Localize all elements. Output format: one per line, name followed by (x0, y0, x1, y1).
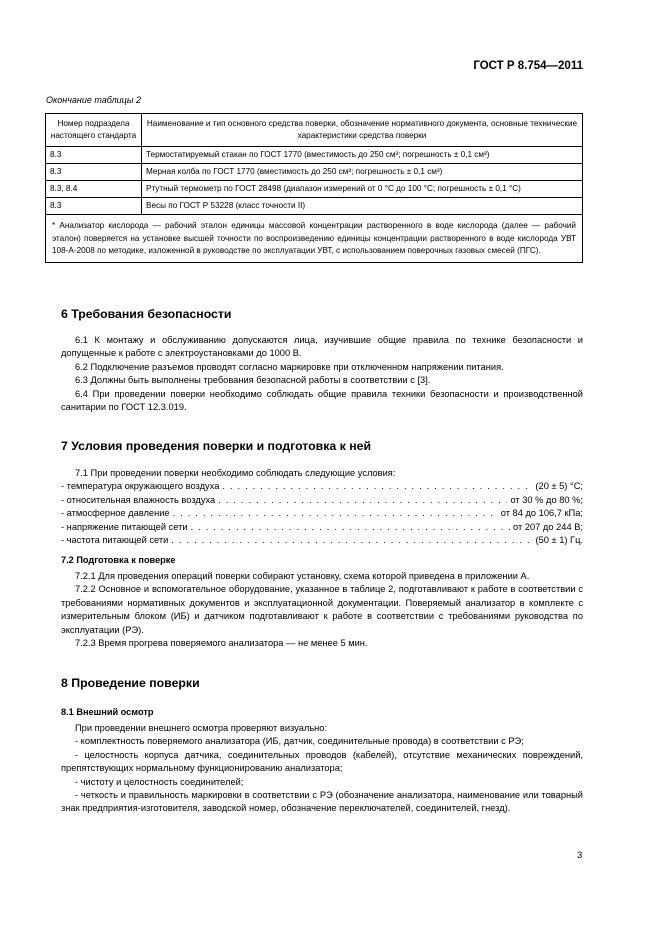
equipment-cell: Мерная колба по ГОСТ 1770 (вместимость до 250 см³; погрешность ± 0,1 см³) (142, 164, 583, 181)
paragraph-6-1: 6.1 К монтажу и обслуживанию допускаются лица, изучившие общие правила по технике безопасности и допущенные к работе с электроустановками до 1000 В. (61, 335, 583, 359)
section-cell: 8.3 (46, 164, 142, 181)
paragraph-6-4: 6.4 При проведении поверки необходимо соблюдать общие правила техники безопасности и производственной санитарии по ГОСТ 12.3.019. (61, 388, 583, 413)
condition-row (61, 534, 583, 547)
equipment-cell: Ртутный термометр по ГОСТ 28498 (диапазон измерений от 0 °С до 100 °С; погрешность ± 0,1 °С) (142, 181, 583, 198)
table-caption: Окончание таблицы 2 (46, 95, 141, 105)
section-cell: 8.3 (46, 147, 142, 164)
table-header-row (46, 114, 583, 147)
condition-label: - относительная влажность воздуха (61, 494, 216, 505)
list-item: - чистоту и целостность соединителей; (75, 776, 244, 787)
section-6-body (61, 334, 583, 414)
leader-dots (173, 507, 498, 520)
condition-row (61, 480, 583, 493)
table-footnote: * Анализатор кислорода — рабочий эталон единицы массовой концентрации растворенного в воде кислорода (далее — рабочий эталон) поверяется на установке высшей точности по воспроизведению единицы концентрации растворенного в воде кислорода УВТ 108-А-2008 по методике, изложенной в руководстве по эксплуатации УВТ, с использованием поверочных газовых смесей (ПГС). (46, 215, 583, 263)
condition-value: от 30 % до 80 %; (510, 494, 583, 505)
condition-label: - напряжение питающей сети (61, 521, 188, 532)
leader-dots (191, 521, 510, 534)
section-7-body (61, 467, 583, 547)
equipment-cell: Весы по ГОСТ Р 53228 (класс точности II) (142, 198, 583, 215)
table-row (46, 181, 583, 198)
condition-label: - температура окружающего воздуха (61, 481, 220, 492)
section-8-title: 8 Проведение поверки (61, 676, 200, 690)
table-row (46, 147, 583, 164)
paragraph-6-2: 6.2 Подключение разъемов проводят согласно маркировке при отключенном напряжении питания. (75, 361, 504, 372)
list-item: - целостность корпуса датчика, соединительных проводов (кабелей), отсутствие механических повреждений, препятствующих нормальному функционированию анализатора; (61, 749, 583, 774)
paragraph-8-1-intro: При проведении внешнего осмотра проверяют визуально: (75, 723, 328, 733)
leader-dots (222, 480, 532, 493)
subsection-7-2-body (61, 570, 583, 650)
list-item: - четкость и правильность маркировки в соответствии с РЭ (обозначение анализатора, наименование или товарный знак предприятия-изготовителя, заводской номер, обозначение переключателей, соединителей, гнезд). (61, 790, 583, 814)
leader-dots (171, 534, 532, 547)
condition-value: (20 ± 5) °С; (535, 481, 583, 492)
equipment-table (45, 113, 583, 263)
table-footnote-row (46, 215, 583, 263)
condition-label: - частота питающей сети (61, 535, 169, 546)
condition-value: от 84 до 106,7 кПа; (500, 508, 583, 519)
section-cell: 8.3, 8.4 (46, 181, 142, 198)
column-header-section: Номер подраздела настоящего стандарта (46, 114, 142, 147)
paragraph-6-3: 6.3 Должны быть выполнены требования безопасной работы в соответствии с [3]. (75, 375, 431, 386)
leader-dots (218, 494, 507, 507)
equipment-cell: Термостатируемый стакан по ГОСТ 1770 (вместимость до 250 см³; погрешность ± 0,1 см³) (142, 147, 583, 164)
condition-value: от 207 до 244 В; (513, 521, 583, 532)
paragraph-7-2-3: 7.2.3 Время прогрева поверяемого анализатора — не менее 5 мин. (75, 638, 368, 649)
condition-value: (50 ± 1) Гц. (535, 535, 583, 546)
column-header-equipment: Наименование и тип основного средства поверки, обозначение нормативного документа, основные технические характеристики средства поверки (142, 114, 583, 147)
condition-label: - атмосферное давление (61, 508, 170, 519)
condition-row (61, 507, 583, 520)
paragraph-7-2-1: 7.2.1 Для проведения операций поверки собирают установку, схема которой приведена в приложении А. (75, 571, 530, 581)
table-row (46, 198, 583, 215)
condition-row (61, 494, 583, 507)
paragraph-7-2-2: 7.2.2 Основное и вспомогательное оборудование, указанное в таблице 2, подготавливают к работе в соответствии с требованиями нормативных документов и эксплуатационной документации. Поверяемый анализатор в комплекте с измерительным блоком (ИБ) и датчиком подготавливают к работе в соответствии с требованиями руководства по эксплуатации (РЭ). (61, 584, 583, 635)
paragraph-7-1: 7.1 При проведении поверки необходимо соблюдать следующие условия: (75, 468, 396, 478)
section-cell: 8.3 (46, 198, 142, 215)
section-7-title: 7 Условия проведения поверки и подготовка к ней (61, 439, 372, 453)
section-6-title: 6 Требования безопасности (61, 307, 232, 321)
subsection-8-1-title: 8.1 Внешний осмотр (61, 707, 154, 717)
table-row (46, 164, 583, 181)
list-item: - комплектность поверяемого анализатора (ИБ, датчик, соединительные провода) в соответствии с РЭ; (75, 736, 524, 747)
standard-code: ГОСТ Р 8.754—2011 (473, 60, 583, 72)
page-number: 3 (577, 850, 583, 861)
subsection-8-1-body (61, 722, 583, 816)
condition-row (61, 521, 583, 534)
subsection-7-2-title: 7.2 Подготовка к поверке (61, 555, 176, 565)
